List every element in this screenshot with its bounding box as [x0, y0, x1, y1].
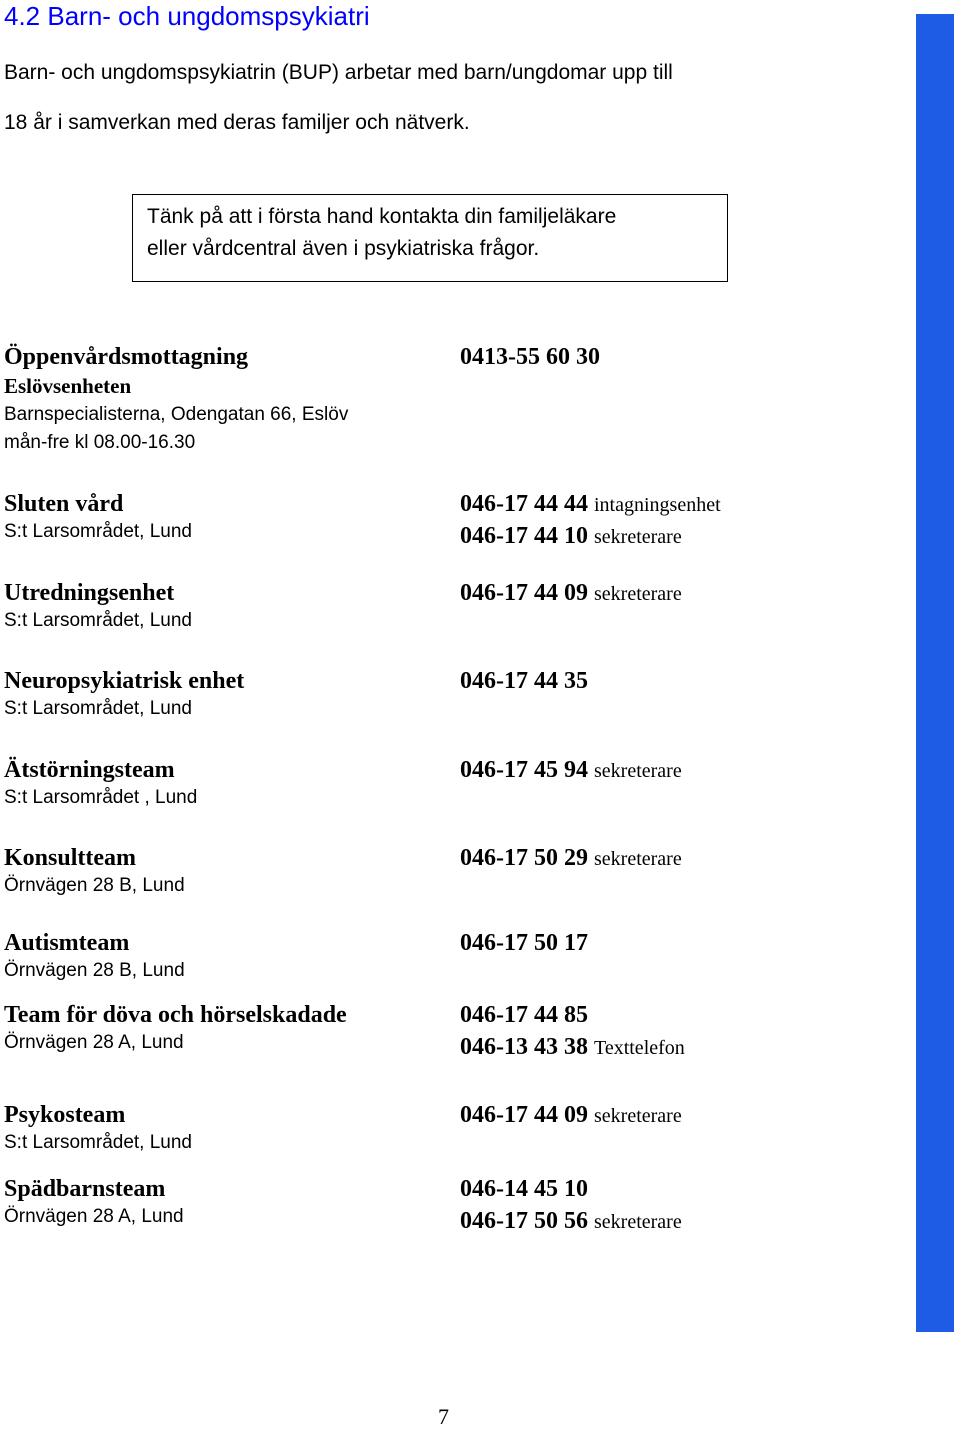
- contact-entry: [4, 490, 904, 580]
- phone-line: [460, 522, 682, 553]
- contact-entry: [4, 756, 904, 846]
- phone-line: [460, 1101, 682, 1132]
- unit-address: S:t Larsområdet, Lund: [4, 610, 192, 631]
- phone-line: [460, 1175, 588, 1206]
- phone-line: [460, 343, 600, 374]
- unit-name: Team för döva och hörselskadade: [4, 1002, 347, 1028]
- phone-number: 046-17 50 56: [460, 1208, 588, 1234]
- contact-entry: [4, 1001, 904, 1091]
- unit-address: Barnspecialisterna, Odengatan 66, Eslöv: [4, 404, 349, 425]
- unit-address: S:t Larsområdet, Lund: [4, 521, 192, 542]
- unit-address: Örnvägen 28 A, Lund: [4, 1032, 184, 1053]
- intro-line-1: Barn- och ungdomspsykiatrin (BUP) arbetar med barn/ungdomar upp till: [4, 61, 673, 84]
- phone-note: sekreterare: [594, 526, 682, 548]
- phone-line: [460, 929, 588, 960]
- unit-name: Utredningsenhet: [4, 580, 175, 606]
- phone-number: 046-17 44 09: [460, 580, 588, 606]
- phone-number: 046-17 44 10: [460, 523, 588, 549]
- unit-name: Neuropsykiatrisk enhet: [4, 668, 245, 694]
- notice-line-1: Tänk på att i första hand kontakta din familjeläkare: [147, 205, 617, 228]
- section-heading: 4.2 Barn- och ungdomspsykiatri: [4, 1, 370, 31]
- contact-entry: [4, 844, 904, 934]
- unit-address: Örnvägen 28 B, Lund: [4, 875, 185, 896]
- unit-name: Ätstörningsteam: [4, 757, 175, 783]
- phone-note: intagningsenhet: [594, 494, 721, 516]
- unit-name: Sluten vård: [4, 491, 124, 517]
- phone-number: 046-17 50 29: [460, 845, 588, 871]
- unit-name: Konsultteam: [4, 845, 136, 871]
- phone-number: 046-17 44 35: [460, 668, 588, 694]
- phone-number: 046-17 44 09: [460, 1102, 588, 1128]
- phone-note: sekreterare: [594, 848, 682, 870]
- notice-line-2: eller vårdcentral även i psykiatriska frågor.: [147, 237, 540, 260]
- phone-line: [460, 579, 682, 610]
- phone-number: 046-13 43 38: [460, 1034, 588, 1060]
- phone-number: 046-17 45 94: [460, 757, 588, 783]
- unit-name: Öppenvårdsmottagning: [4, 344, 249, 370]
- unit-subtitle: Eslövsenheten: [4, 374, 132, 398]
- phone-number: 046-17 44 85: [460, 1002, 588, 1028]
- phone-number: 046-14 45 10: [460, 1176, 588, 1202]
- contact-entry: [4, 343, 904, 453]
- unit-address: S:t Larsområdet, Lund: [4, 698, 192, 719]
- unit-address: S:t Larsområdet, Lund: [4, 1132, 192, 1153]
- unit-address: S:t Larsområdet , Lund: [4, 787, 198, 808]
- phone-number: 0413-55 60 30: [460, 344, 600, 370]
- unit-address: Örnvägen 28 A, Lund: [4, 1206, 184, 1227]
- phone-note: sekreterare: [594, 1105, 682, 1127]
- intro-line-2: 18 år i samverkan med deras familjer och nätverk.: [4, 111, 470, 134]
- unit-name: Psykosteam: [4, 1102, 126, 1128]
- phone-note: sekreterare: [594, 1211, 682, 1233]
- contact-entry: [4, 579, 904, 669]
- phone-line: [460, 667, 588, 698]
- phone-note: sekreterare: [594, 583, 682, 605]
- phone-line: [460, 490, 721, 521]
- page-number: 7: [438, 1404, 449, 1429]
- contact-entry: [4, 1175, 904, 1265]
- contact-entry: [4, 667, 904, 757]
- phone-line: [460, 1033, 685, 1064]
- unit-name: Spädbarnsteam: [4, 1176, 166, 1202]
- phone-number: 046-17 44 44: [460, 491, 588, 517]
- phone-line: [460, 756, 682, 787]
- phone-line: [460, 1207, 682, 1238]
- side-color-bar: [916, 14, 954, 1332]
- phone-line: [460, 844, 682, 875]
- phone-note: sekreterare: [594, 760, 682, 782]
- phone-line: [460, 1001, 588, 1032]
- unit-name: Autismteam: [4, 930, 130, 956]
- phone-note: Texttelefon: [594, 1037, 685, 1059]
- phone-number: 046-17 50 17: [460, 930, 588, 956]
- unit-address: Örnvägen 28 B, Lund: [4, 960, 185, 981]
- unit-hours: mån-fre kl 08.00-16.30: [4, 432, 196, 453]
